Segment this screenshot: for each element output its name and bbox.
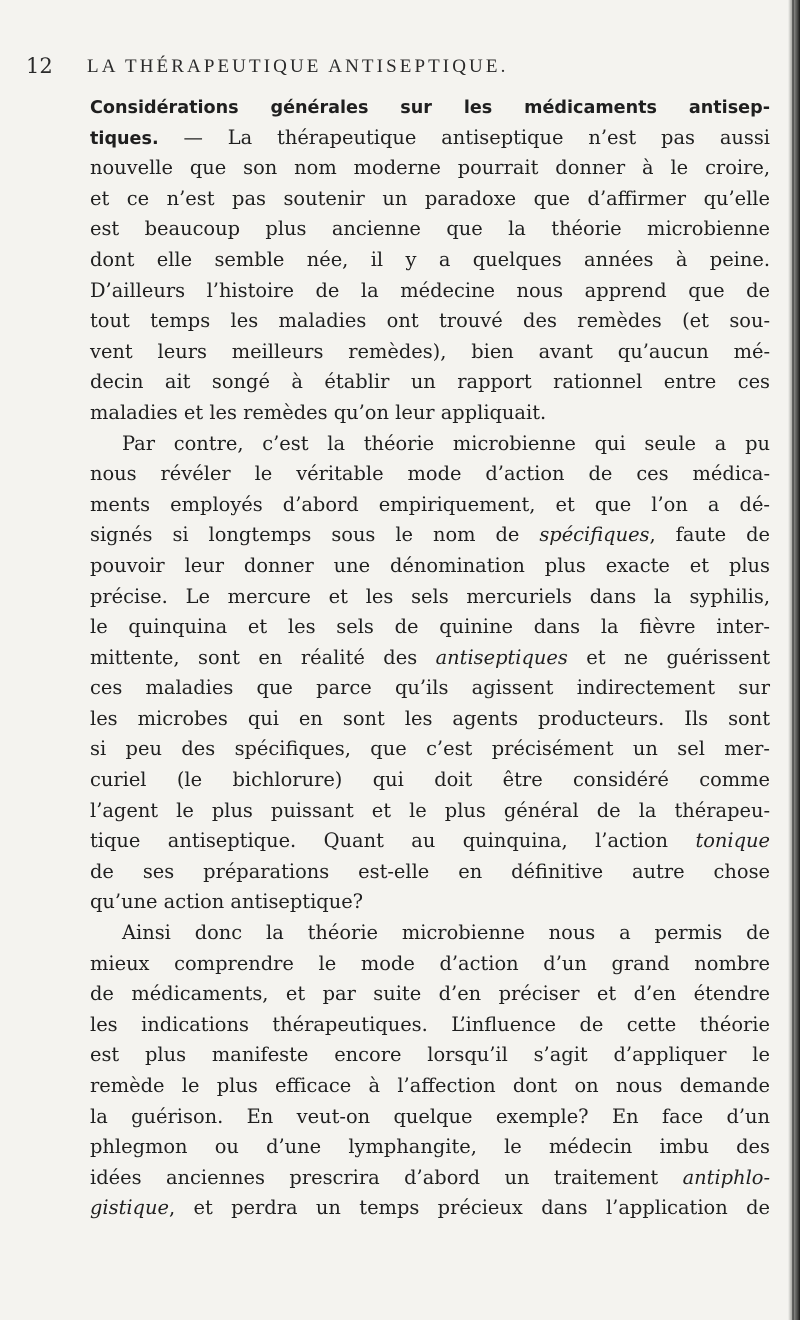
section-title-run: tiques.: [90, 128, 159, 149]
text-run: signés si longtemps sous le nom de: [90, 523, 540, 547]
text-run: le quinquina et les sels de quinine dans la fièvre inter-: [90, 615, 770, 639]
text-run: dont elle semble née, il y a quelques années à peine.: [90, 247, 770, 271]
text-line: [90, 704, 770, 735]
text-run: maladies et les remèdes qu’on leur appliquait.: [90, 400, 547, 424]
text-run: Ainsi donc la théorie microbienne nous a permis de: [122, 921, 770, 945]
text-line: [90, 1163, 770, 1194]
text-run: de ses préparations est-elle en définitive autre chose: [90, 859, 770, 883]
text-run: et ce n’est pas soutenir un paradoxe que d’affirmer qu’elle: [90, 186, 770, 210]
text-run: la guérison. En veut-on quelque exemple? En face d’un: [90, 1104, 770, 1128]
text-run: nous révéler le véritable mode d’action de ces médica-: [90, 462, 770, 486]
text-run: — La thérapeutique antiseptique n’est pas aussi: [158, 125, 770, 149]
italic-run: spécifiques: [539, 523, 650, 547]
text-line: [90, 857, 770, 888]
text-line: [90, 643, 770, 674]
text-run: , et perdra un temps précieux dans l’application de: [168, 1196, 770, 1220]
running-title: LA THÉRAPEUTIQUE ANTISEPTIQUE.: [87, 56, 509, 77]
text-run: si peu des spécifiques, que c’est précisément un sel mer-: [90, 737, 770, 761]
text-run: ces maladies que parce qu’ils agissent indirectement sur: [90, 676, 770, 700]
text-line: [90, 582, 770, 613]
text-line: [90, 459, 770, 490]
text-run: phlegmon ou d’une lymphangite, le médecin imbu des: [90, 1135, 770, 1159]
text-run: et ne guérissent: [567, 645, 770, 669]
text-line: [90, 949, 770, 980]
text-run: decin ait songé à établir un rapport rationnel entre ces: [90, 370, 770, 394]
text-run: idées anciennes prescrira d’abord un traitement: [90, 1165, 683, 1189]
text-run: tique antiseptique. Quant au quinquina, l’action: [90, 829, 696, 853]
text-line: [90, 796, 770, 827]
text-line: [90, 153, 770, 184]
text-line: [90, 337, 770, 368]
text-line: [90, 520, 770, 551]
text-line: [90, 612, 770, 643]
text-line: [90, 1040, 770, 1071]
text-run: l’agent le plus puissant et le plus général de la thérapeu-: [90, 798, 770, 822]
text-line: [90, 184, 770, 215]
text-line: [90, 918, 770, 949]
text-run: mittente, sont en réalité des: [90, 645, 436, 669]
text-line: [90, 1102, 770, 1133]
italic-run: antiseptiques: [435, 645, 568, 669]
text-run: est plus manifeste encore lorsqu’il s’agit d’appliquer le: [90, 1043, 770, 1067]
text-line: [90, 306, 770, 337]
page-number: 12: [26, 54, 53, 78]
text-line: [90, 979, 770, 1010]
text-run: tout temps les maladies ont trouvé des remèdes (et sou-: [90, 309, 770, 333]
italic-run: antiphlo-: [682, 1165, 770, 1189]
text-line: [90, 214, 770, 245]
text-line: [90, 673, 770, 704]
text-line: [90, 1193, 770, 1224]
text-line: [90, 765, 770, 796]
italic-run: tonique: [695, 829, 770, 853]
text-line: [90, 245, 770, 276]
text-line: [90, 1132, 770, 1163]
text-run: qu’une action antiseptique?: [90, 890, 364, 914]
text-line: [90, 887, 770, 918]
text-run: pouvoir leur donner une dénomination plus exacte et plus: [90, 553, 770, 577]
text-run: D’ailleurs l’histoire de la médecine nous apprend que de: [90, 278, 770, 302]
text-line: [90, 123, 770, 154]
text-run: de médicaments, et par suite d’en préciser et d’en étendre: [90, 982, 770, 1006]
text-run: ments employés d’abord empiriquement, et que l’on a dé-: [90, 492, 770, 516]
text-line: [90, 826, 770, 857]
text-line: [90, 490, 770, 521]
text-run: précise. Le mercure et les sels mercuriels dans la syphilis,: [90, 584, 770, 608]
text-run: les indications thérapeutiques. L’influence de cette théorie: [90, 1012, 770, 1036]
text-line: [90, 1071, 770, 1102]
text-run: vent leurs meilleurs remèdes), bien avant qu’aucun mé-: [90, 339, 770, 363]
section-title-run: Considérations générales sur les médicaments antisep-: [90, 98, 770, 118]
page-edge-line: [792, 0, 794, 1320]
text-line: [90, 398, 770, 429]
text-run: est beaucoup plus ancienne que la théorie microbienne: [90, 217, 770, 241]
text-line: [90, 551, 770, 582]
text-run: curiel (le bichlorure) qui doit être considéré comme: [90, 768, 770, 792]
page-edge-shadow: [788, 0, 800, 1320]
italic-run: gistique: [90, 1196, 169, 1220]
running-header: [0, 54, 800, 84]
text-run: , faute de: [649, 523, 770, 547]
text-line: [90, 92, 770, 123]
text-line: [90, 429, 770, 460]
text-run: mieux comprendre le mode d’action d’un grand nombre: [90, 951, 770, 975]
text-run: nouvelle que son nom moderne pourrait donner à le croire,: [90, 156, 770, 180]
text-line: [90, 276, 770, 307]
text-run: remède le plus efficace à l’affection dont on nous demande: [90, 1074, 770, 1097]
text-line: [90, 734, 770, 765]
body-text: [90, 92, 770, 1224]
text-run: les microbes qui en sont les agents producteurs. Ils sont: [90, 706, 770, 730]
text-line: [90, 1010, 770, 1041]
text-run: Par contre, c’est la théorie microbienne qui seule a pu: [122, 431, 770, 455]
text-line: [90, 367, 770, 398]
